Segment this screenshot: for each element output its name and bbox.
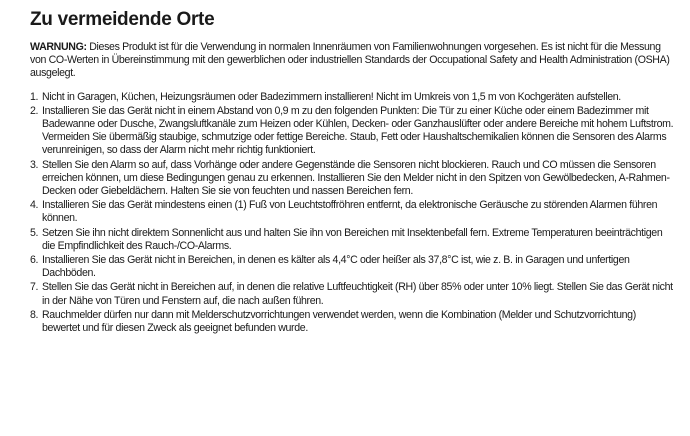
list-item-text: Installieren Sie das Gerät nicht in einem Abstand von 0,9 m zu den folgenden Punkten: Die Tür zu einer Küche oder einem Badezimmer mit Badewanne oder Dusche, Zwangsluftkanäle zum Heizen oder Kühlen, Decken- oder Ganzhauslüfter oder andere Bereiche mit hohem Luftstrom. Vermeiden Sie übermäßig staubige, schmutzige oder fettige Bereiche. Staub, Fett oder Haushaltschemikalien können die Sensoren des Alarms verunreinigen, so dass der Alarm nicht mehr richtig funktioniert. bbox=[42, 104, 674, 157]
list-item bbox=[30, 199, 676, 225]
list-item-number: 2. bbox=[30, 104, 39, 117]
list-item bbox=[30, 159, 676, 199]
list-item-number: 5. bbox=[30, 226, 39, 239]
locations-list bbox=[30, 91, 676, 336]
list-item bbox=[30, 105, 676, 158]
list-item bbox=[30, 254, 676, 280]
list-item-number: 3. bbox=[30, 158, 39, 171]
list-item-text: Setzen Sie ihn nicht direktem Sonnenlicht aus und halten Sie ihn von Bereichen mit Insektenbefall fern. Extreme Temperaturen beeinträchtigen die Empfindlichkeit des Rauch-/CO-Alarms. bbox=[42, 226, 663, 252]
list-item-text: Stellen Sie den Alarm so auf, dass Vorhänge oder andere Gegenstände die Sensoren nicht blockieren. Rauch und CO müssen die Sensoren erreichen können, um diese Bedingungen genau zu erkennen. Installieren Sie den Melder nicht in den Spitzen von Gewölbedecken, A-Rahmen-Decken oder Giebeldächern. Halten Sie sie von feuchten und nassen Bereichen fern. bbox=[42, 158, 670, 198]
list-item bbox=[30, 309, 676, 335]
list-item-number: 7. bbox=[30, 281, 39, 294]
list-item-text: Stellen Sie das Gerät nicht in Bereichen auf, in denen die relative Luftfeuchtigkeit (RH) über 85% oder unter 10% liegt. Stellen Sie das Gerät nicht in der Nähe von Türen und Fenstern auf, die nach außen führen. bbox=[42, 281, 673, 307]
list-item bbox=[30, 227, 676, 253]
list-item bbox=[30, 91, 676, 104]
list-item-number: 1. bbox=[30, 90, 39, 103]
warning-paragraph bbox=[30, 41, 676, 81]
list-item-text: Nicht in Garagen, Küchen, Heizungsräumen oder Badezimmern installieren! Nicht im Umkreis von 1,5 m von Kochgeräten aufstellen. bbox=[42, 90, 621, 103]
list-item bbox=[30, 281, 676, 307]
warning-text: Dieses Produkt ist für die Verwendung in normalen Innenräumen von Familienwohnungen vorgesehen. Es ist nicht für die Messung von CO-Werten in Übereinstimmung mit den gewerblichen oder industriellen Standards der Occupational Safety and Health Administration (OSHA) ausgelegt. bbox=[30, 41, 670, 80]
warning-label: WARNUNG: bbox=[30, 41, 87, 53]
list-item-text: Rauchmelder dürfen nur dann mit Melderschutzvorrichtungen verwendet werden, wenn die Kombination (Melder und Schutzvorrichtung) bewertet und für diesen Zweck als geeignet befunden wurde. bbox=[42, 308, 636, 335]
list-item-text: Installieren Sie das Gerät mindestens einen (1) Fuß von Leuchtstoffröhren entfernt, da elektronische Geräusche zu störenden Alarmen führen können. bbox=[42, 199, 658, 225]
list-item-number: 8. bbox=[30, 308, 39, 321]
page-title: Zu vermeidende Orte bbox=[30, 9, 215, 30]
list-item-text: Installieren Sie das Gerät nicht in Bereichen, in denen es kälter als 4,4°C oder heißer als 37,8°C ist, wie z. B. in Garagen und unfertigen Dachböden. bbox=[42, 254, 630, 280]
list-item-number: 6. bbox=[30, 254, 39, 267]
list-item-number: 4. bbox=[30, 199, 39, 212]
